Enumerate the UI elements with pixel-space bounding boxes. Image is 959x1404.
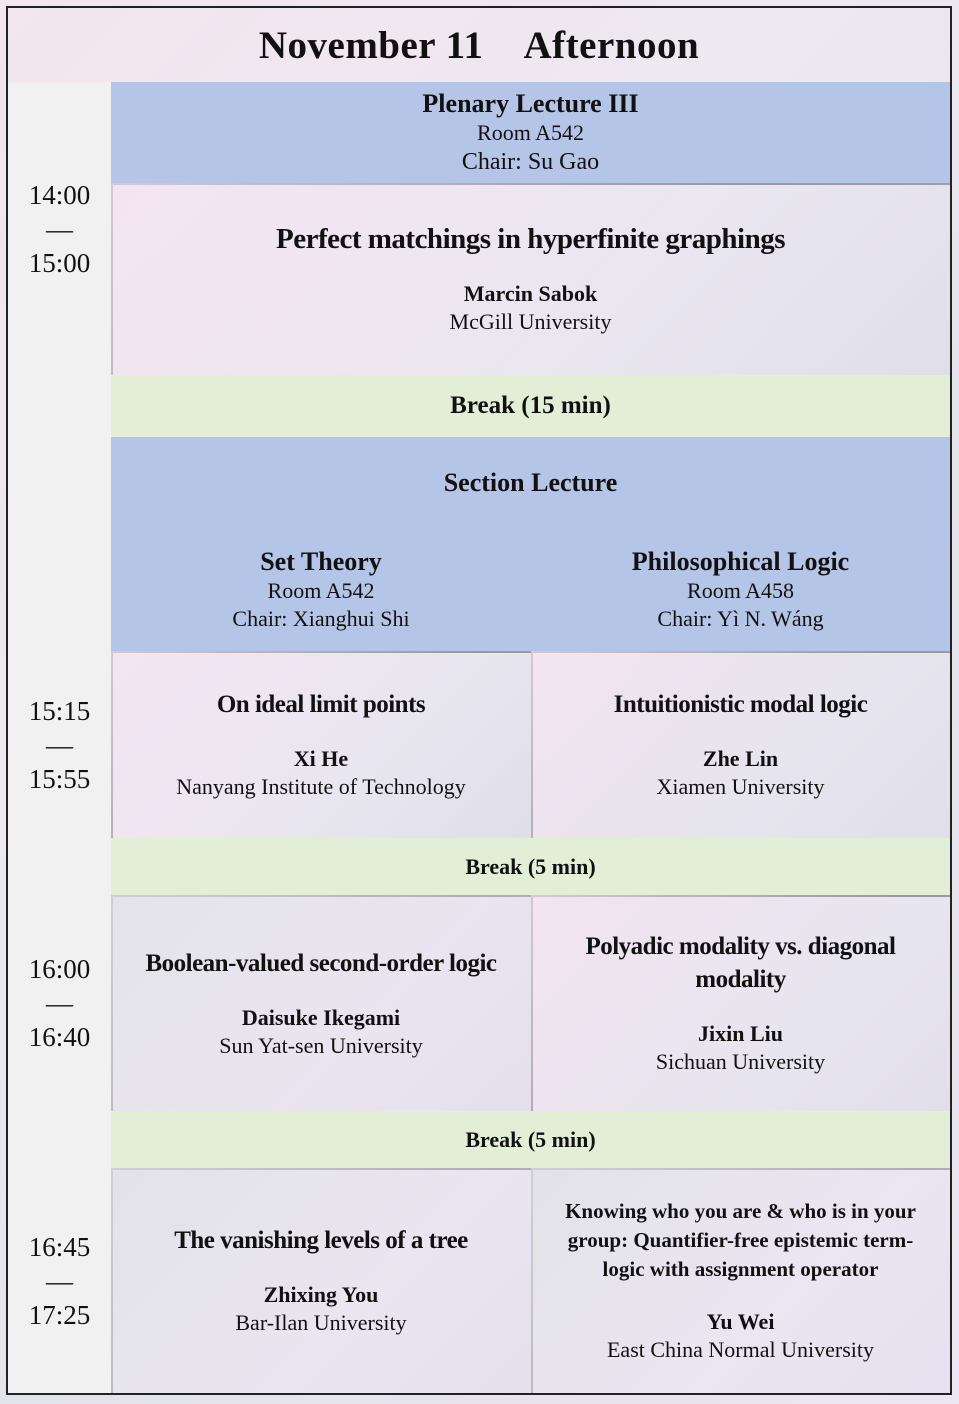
time-cell-empty <box>6 375 113 439</box>
track-chair: Chair: Xianghui Shi <box>232 606 410 631</box>
talk-cell <box>531 1168 952 1395</box>
talk-title: Intuitionistic modal logic <box>613 691 868 718</box>
talk-cell <box>111 895 533 1113</box>
speaker-affiliation: Bar-Ilan University <box>235 1310 407 1335</box>
time-cell-empty <box>6 838 113 897</box>
time-dash: — <box>46 729 73 760</box>
break-row <box>111 1111 952 1170</box>
speaker-name: Marcin Sabok <box>463 280 598 306</box>
plenary-chair: Chair: Su Gao <box>461 148 600 175</box>
talk-cell <box>111 651 533 840</box>
time-cell-slot-3 <box>6 1168 113 1395</box>
talk-cell <box>531 651 952 840</box>
break-label: Break (5 min) <box>465 853 596 879</box>
talk-title: On ideal limit points <box>216 691 426 718</box>
page-title <box>259 23 699 68</box>
break-row <box>111 375 952 439</box>
track-title: Set Theory <box>260 547 382 576</box>
time-cell-plenary <box>6 82 113 377</box>
speaker-affiliation: Sun Yat-sen University <box>219 1032 423 1058</box>
header-period: Afternoon <box>523 23 700 67</box>
talk-title <box>565 1197 916 1284</box>
speaker-affiliation: McGill University <box>449 308 612 334</box>
talk-cell <box>111 1168 533 1395</box>
time-cell-slot-2 <box>6 895 113 1113</box>
time-start: 14:00 <box>28 179 91 210</box>
talk-title-line: modality <box>695 966 786 993</box>
time-start: 16:00 <box>28 954 91 984</box>
section-header <box>111 437 952 531</box>
speaker-name: Xi He <box>293 746 349 771</box>
talk-title: Perfect matchings in hyperfinite graphings <box>275 222 785 255</box>
talk-title-line: logic with assignment operator <box>602 1257 879 1281</box>
plenary-title: Plenary Lecture III <box>422 88 639 118</box>
speaker-affiliation: Nanyang Institute of Technology <box>176 774 466 799</box>
header-bar <box>6 6 952 84</box>
time-start: 15:15 <box>28 695 91 726</box>
talk-title-line: group: Quantifier-free epistemic term- <box>567 1228 914 1252</box>
time-cell-empty <box>6 437 113 653</box>
talk-cell <box>531 895 952 1113</box>
talk-title-line: Knowing who you are & who is in your <box>565 1199 916 1223</box>
talk-title: The vanishing levels of a tree <box>174 1227 468 1254</box>
time-dash: — <box>46 213 73 244</box>
speaker-name: Zhixing You <box>263 1282 379 1307</box>
break-row <box>111 838 952 897</box>
time-start: 16:45 <box>28 1231 91 1262</box>
plenary-talk <box>111 183 952 377</box>
time-end: 16:40 <box>28 1022 91 1052</box>
break-label: Break (15 min) <box>450 392 611 419</box>
header-date: November 11 <box>258 23 484 67</box>
time-cell-slot-1 <box>6 651 113 840</box>
speaker-name: Yu Wei <box>706 1309 775 1334</box>
time-end: 17:25 <box>28 1299 91 1330</box>
track-title: Philosophical Logic <box>631 547 850 576</box>
track-room: Room A542 <box>267 578 375 603</box>
time-end: 15:55 <box>28 763 91 794</box>
plenary-room: Room A542 <box>477 119 584 145</box>
time-cell-empty <box>6 1111 113 1170</box>
speaker-affiliation: Sichuan University <box>655 1049 826 1074</box>
talk-title-line: Polyadic modality vs. diagonal <box>585 933 896 960</box>
track-room: Room A458 <box>687 578 794 603</box>
speaker-affiliation: Xiamen University <box>656 774 825 799</box>
plenary-header <box>111 82 952 185</box>
break-label: Break (5 min) <box>465 1126 596 1152</box>
speaker-name: Zhe Lin <box>702 746 779 771</box>
speaker-name: Daisuke Ikegami <box>241 1004 401 1030</box>
track-chair: Chair: Yì N. Wáng <box>657 606 824 631</box>
time-end: 15:00 <box>28 247 91 278</box>
section-title: Section Lecture <box>443 468 618 497</box>
talk-title <box>585 930 895 996</box>
speaker-name: Jixin Liu <box>698 1021 783 1046</box>
section-set-theory <box>111 529 533 653</box>
talk-title: Boolean-valued second-order logic <box>145 949 497 977</box>
section-philosophical-logic <box>531 529 952 653</box>
time-dash: — <box>46 1265 73 1296</box>
speaker-affiliation: East China Normal University <box>606 1337 874 1362</box>
time-dash: — <box>46 988 73 1018</box>
